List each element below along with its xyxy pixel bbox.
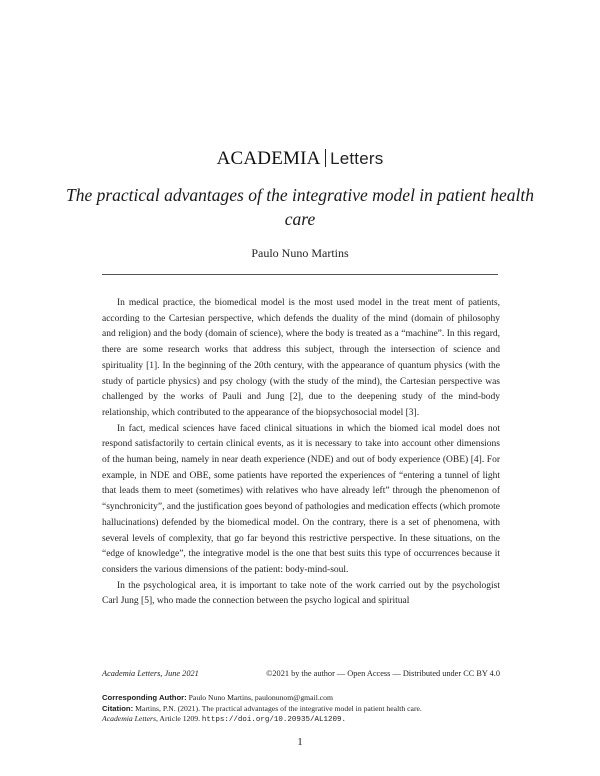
citation-article: , Article 1209. [156, 714, 200, 723]
corresponding-label: Corresponding Author: [102, 693, 187, 702]
journal-date: Academia Letters, June 2021 [102, 669, 199, 678]
article-author: Paulo Nuno Martins [251, 246, 349, 260]
body-paragraph: In medical practice, the biomedical model is the most used model in the treat ment of patients, according to the Cartesian perspective, which defends the duality of the mind (domain of philosophy and religion) and the body (domain of science), where the body is treated as a “machine”. In this regard, there are some research works that address this subject, through the intersection of science and spirituality [1]. In the beginning of the 20th century, with the appearance of quantum physics (with the study of particle physics) and psy chology (with the study of the mind), the Cartesian perspective was challenged by the works of Pauli and Jung [2], due to the deepening study of the mind-body relationship, which contributed to the appearance of the biopsychosocial model [3]. [102, 298, 500, 418]
brand-separator [325, 149, 327, 167]
title-divider [102, 274, 498, 275]
body-paragraph: In fact, medical sciences have faced clinical situations in which the biomed ical model does not respond satisfactorily to certain clinical events, as it is necessary to take into account other dimensions of the human being, namely in near death experience (NDE) and out of body experience (OBE) [4]. For example, in NDE and OBE, some patients have reported the experiences of “entering a tunnel of light that leads them to meet (sometimes) with relatives who have already left” through the phenomenon of “synchronicity”, and the justification goes beyond of pathologies and medication effects (which promote hallucinations) defended by the biomedical model. On the contrary, there is a set of phenomena, with several levels of complexity, that go far beyond this restrictive perspective. In these situations, on the “edge of knowledge”, the integrative model is the one that best suits this type of occurrences because it considers the various dimensions of the patient: body-mind-soul. [102, 423, 500, 575]
citation-journal: Academia Letters [102, 714, 157, 723]
brand-name: ACADEMIA [216, 148, 321, 169]
citation-line [102, 704, 500, 715]
article-body [102, 296, 500, 610]
article-title: The practical advantages of the integrative model in patient health care [65, 185, 535, 229]
license-text: ©2021 by the author — Open Access — Distributed under CC BY 4.0 [266, 669, 500, 678]
doi-link[interactable]: https://doi.org/10.20935/AL1209. [201, 716, 346, 724]
brand-sub: Letters [330, 149, 384, 168]
page-number: 1 [297, 736, 303, 748]
citation-label: Citation: [102, 703, 134, 713]
footer-line [102, 669, 500, 678]
citation-block [102, 693, 500, 726]
corresponding-author [102, 693, 500, 704]
academia-letters-logo [0, 148, 600, 170]
citation-value: Martins, P.N. (2021). The practical advantages of the integrative model in patient health care. [135, 703, 422, 713]
citation-line-2 [102, 714, 500, 726]
corresponding-value: Paulo Nuno Martins, paulonunom@gmail.com [188, 693, 333, 702]
body-paragraph: In the psychological area, it is important to take note of the work carried out by the psychologist Carl Jung [5], who made the connection between the psycho logical and spiritual [102, 580, 500, 607]
